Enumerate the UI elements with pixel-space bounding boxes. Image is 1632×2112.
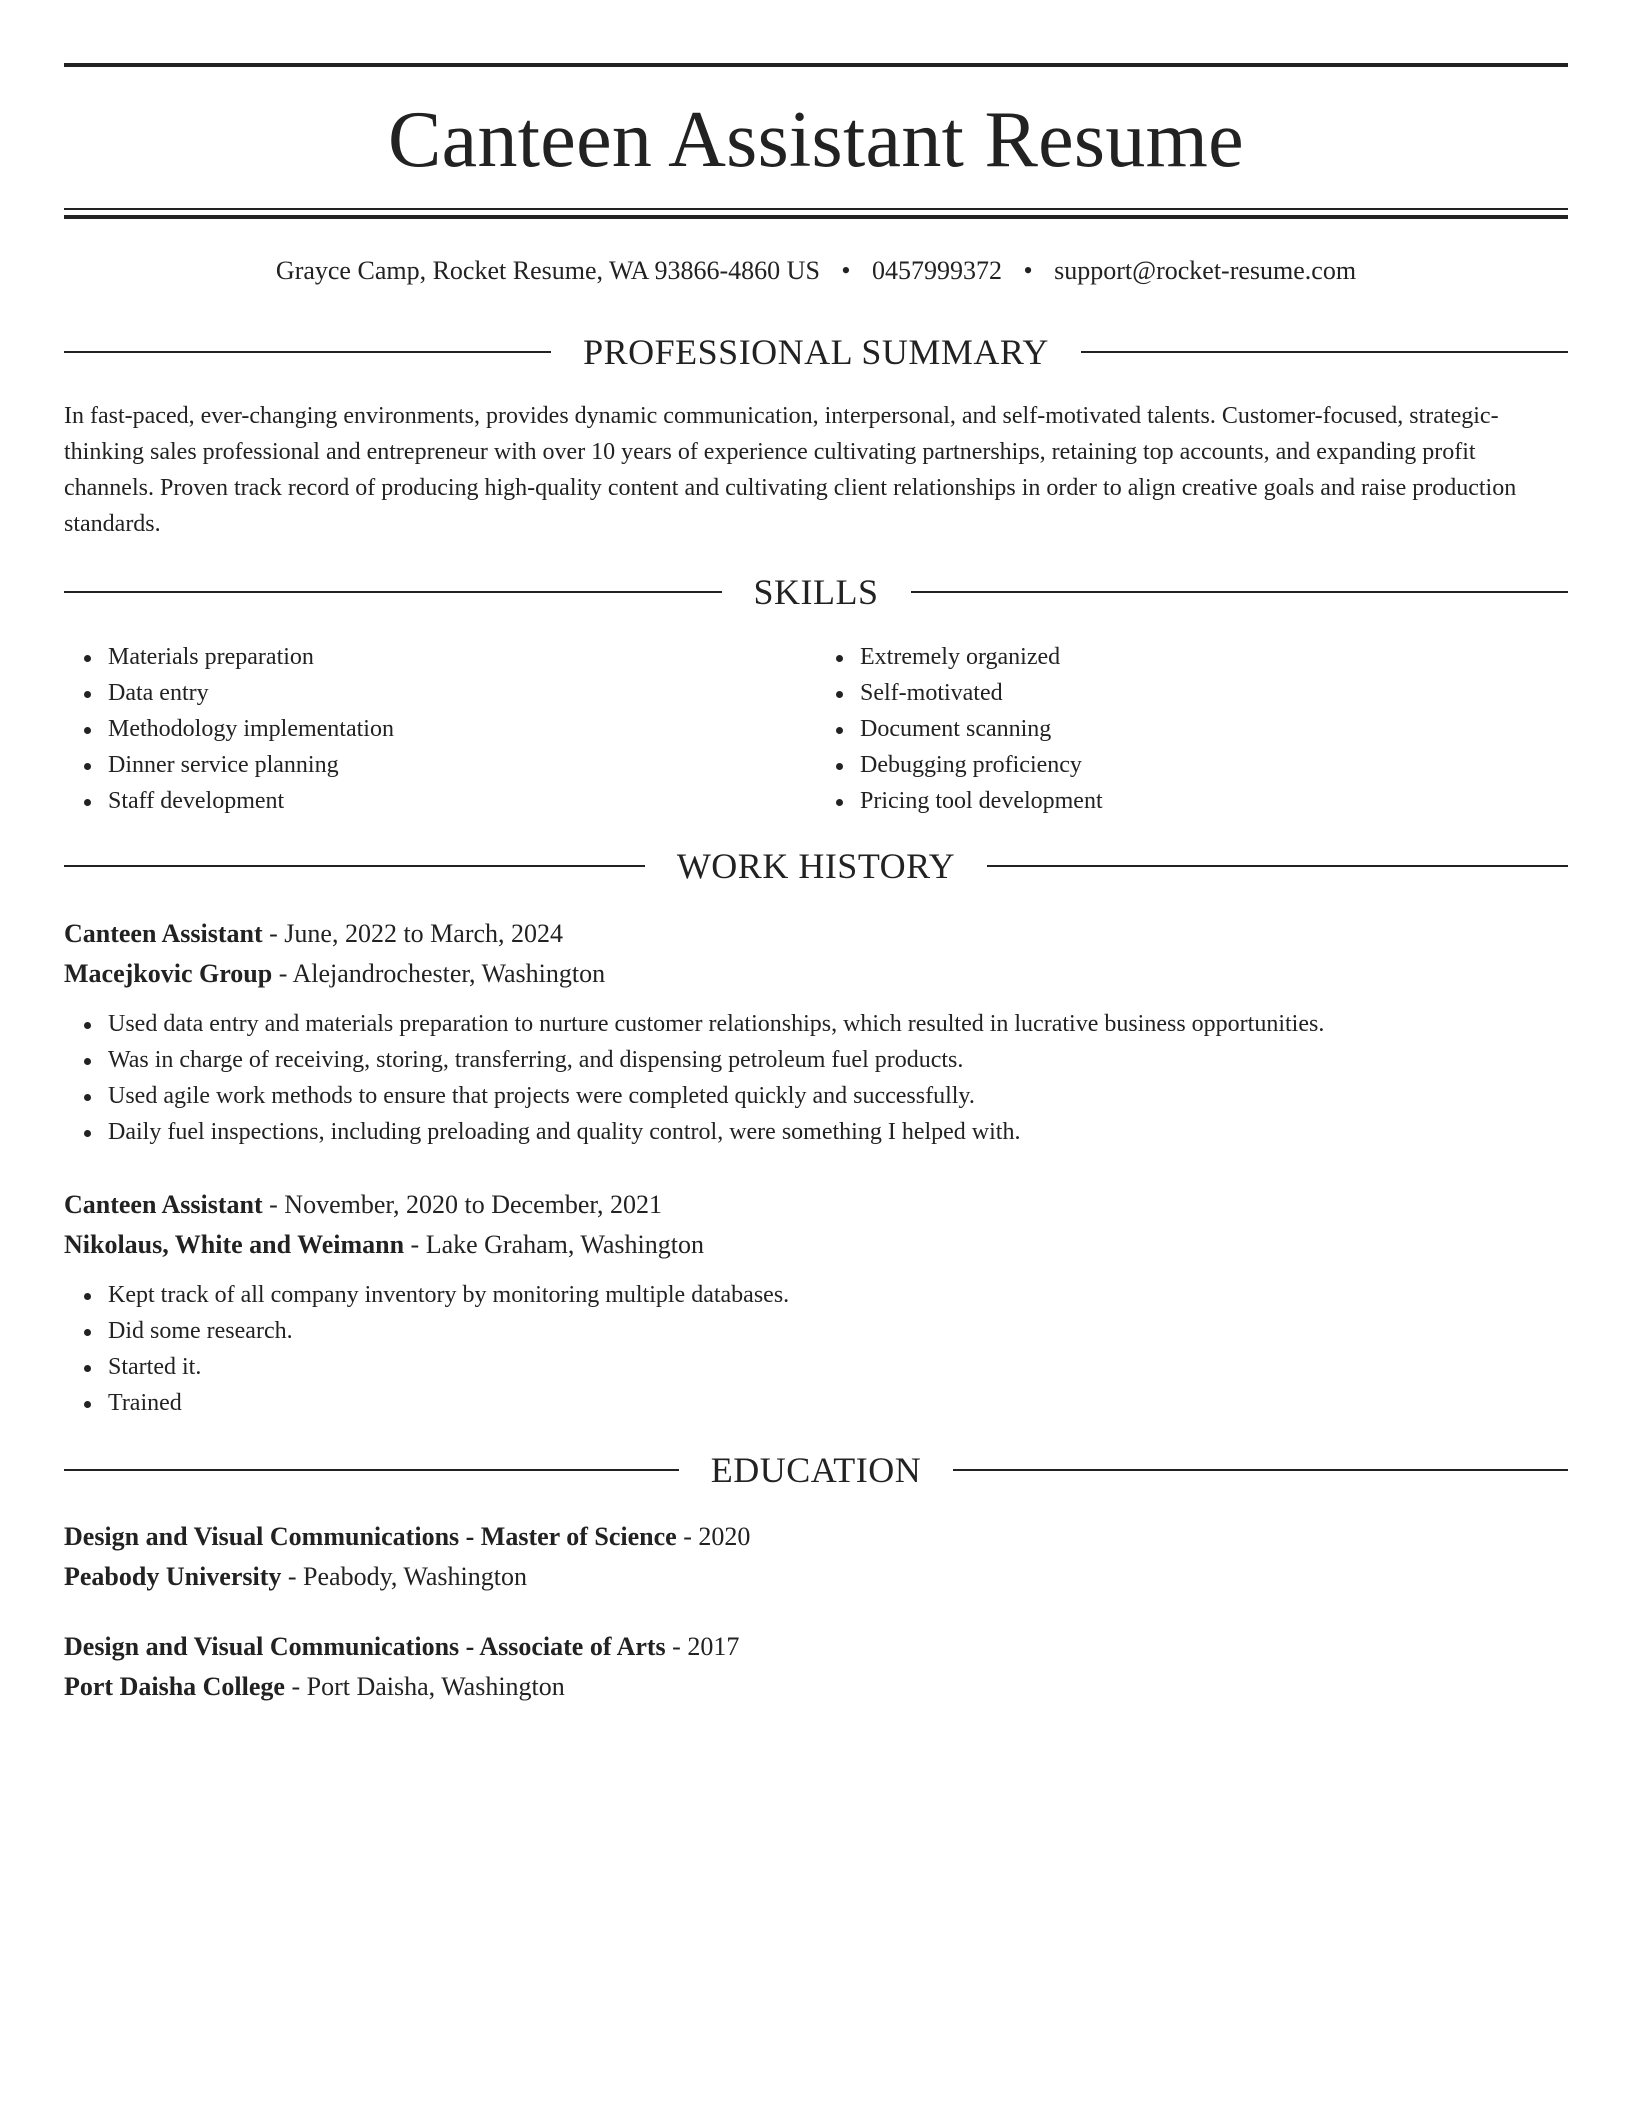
job-company-line — [64, 1225, 1568, 1265]
skill-item: Self-motivated — [860, 675, 1568, 711]
skills-list — [64, 639, 1568, 819]
education-location: - Port Daisha, Washington — [284, 1672, 565, 1701]
job-bullet: Used agile work methods to ensure that projects were completed quickly and successfully. — [108, 1078, 1568, 1114]
skill-item: Staff development — [108, 783, 816, 819]
divider-line — [987, 865, 1568, 867]
job-bullet: Daily fuel inspections, including preloading and quality control, were something I helped with. — [108, 1114, 1568, 1150]
skill-item: Extremely organized — [860, 639, 1568, 675]
education-school-line — [64, 1557, 1568, 1597]
section-title: SKILLS — [753, 572, 879, 612]
job-company: Nikolaus, White and Weimann — [64, 1230, 405, 1259]
job-dates: - June, 2022 to March, 2024 — [262, 919, 564, 948]
work-entry — [64, 914, 1568, 1150]
skill-item: Pricing tool development — [860, 783, 1568, 819]
contact-separator: • — [841, 256, 851, 285]
section-header-education — [64, 1448, 1568, 1492]
section-title: PROFESSIONAL SUMMARY — [583, 332, 1049, 372]
skill-item: Data entry — [108, 675, 816, 711]
contact-line — [64, 254, 1568, 288]
education-degree-line — [64, 1517, 1568, 1557]
job-title: Canteen Assistant — [64, 1190, 263, 1219]
skills-column-right — [816, 639, 1568, 819]
skill-item: Methodology implementation — [108, 711, 816, 747]
education-entry — [64, 1627, 1568, 1707]
section-title: EDUCATION — [710, 1450, 922, 1490]
divider-line — [64, 1469, 679, 1471]
job-company: Macejkovic Group — [64, 959, 273, 988]
skills-column-left — [64, 639, 816, 819]
contact-phone: 0457999372 — [872, 256, 1003, 285]
divider-line — [64, 865, 645, 867]
contact-address: Grayce Camp, Rocket Resume, WA 93866-4860 US — [275, 256, 820, 285]
education-degree: Design and Visual Communications - Master of Science — [64, 1522, 677, 1551]
job-bullet: Did some research. — [108, 1313, 1568, 1349]
skill-item: Debugging proficiency — [860, 747, 1568, 783]
section-header-skills — [64, 570, 1568, 614]
job-title: Canteen Assistant — [64, 919, 263, 948]
job-bullet: Was in charge of receiving, storing, transferring, and dispensing petroleum fuel products. — [108, 1042, 1568, 1078]
education-entry — [64, 1517, 1568, 1597]
education-year: - 2020 — [676, 1522, 751, 1551]
education-school: Peabody University — [64, 1562, 282, 1591]
job-location: - Alejandrochester, Washington — [272, 959, 606, 988]
divider-line — [64, 351, 551, 353]
divider-line — [64, 591, 722, 593]
section-title: WORK HISTORY — [676, 846, 956, 886]
summary-text: In fast-paced, ever-changing environments, provides dynamic communication, interpersonal, and self-motivated talents. Customer-focused, strategic-thinking sales professional and entrepreneur with over 10 years of experience cultivating partnerships, retaining top accounts, and expanding profit channels. Proven track record of producing high-quality content and cultivating client relationships in order to align creative goals and raise production standards. — [64, 403, 1517, 537]
skill-item: Document scanning — [860, 711, 1568, 747]
resume-title: Canteen Assistant Resume — [388, 96, 1244, 184]
divider-line — [1081, 351, 1568, 353]
job-title-line — [64, 1185, 1568, 1225]
job-bullet: Started it. — [108, 1349, 1568, 1385]
education-degree-line — [64, 1627, 1568, 1667]
skill-item: Dinner service planning — [108, 747, 816, 783]
education-degree: Design and Visual Communications - Associate of Arts — [64, 1632, 666, 1661]
section-header-work — [64, 844, 1568, 888]
divider-line — [953, 1469, 1568, 1471]
job-dates: - November, 2020 to December, 2021 — [262, 1190, 662, 1219]
skill-item: Materials preparation — [108, 639, 816, 675]
job-bullet: Trained — [108, 1385, 1568, 1421]
education-school: Port Daisha College — [64, 1672, 285, 1701]
top-rule — [64, 63, 1568, 67]
job-bullet: Used data entry and materials preparation to nurture customer relationships, which resulted in lucrative business opportunities. — [108, 1006, 1568, 1042]
contact-email: support@rocket-resume.com — [1054, 256, 1357, 285]
job-title-line — [64, 914, 1568, 954]
education-year: - 2017 — [665, 1632, 740, 1661]
job-bullet: Kept track of all company inventory by monitoring multiple databases. — [108, 1277, 1568, 1313]
education-school-line — [64, 1667, 1568, 1707]
work-entry — [64, 1185, 1568, 1421]
title-double-rule — [64, 208, 1568, 219]
contact-separator: • — [1023, 256, 1033, 285]
job-location: - Lake Graham, Washington — [404, 1230, 704, 1259]
education-location: - Peabody, Washington — [281, 1562, 527, 1591]
divider-line — [911, 591, 1569, 593]
section-header-summary — [64, 330, 1568, 374]
job-company-line — [64, 954, 1568, 994]
